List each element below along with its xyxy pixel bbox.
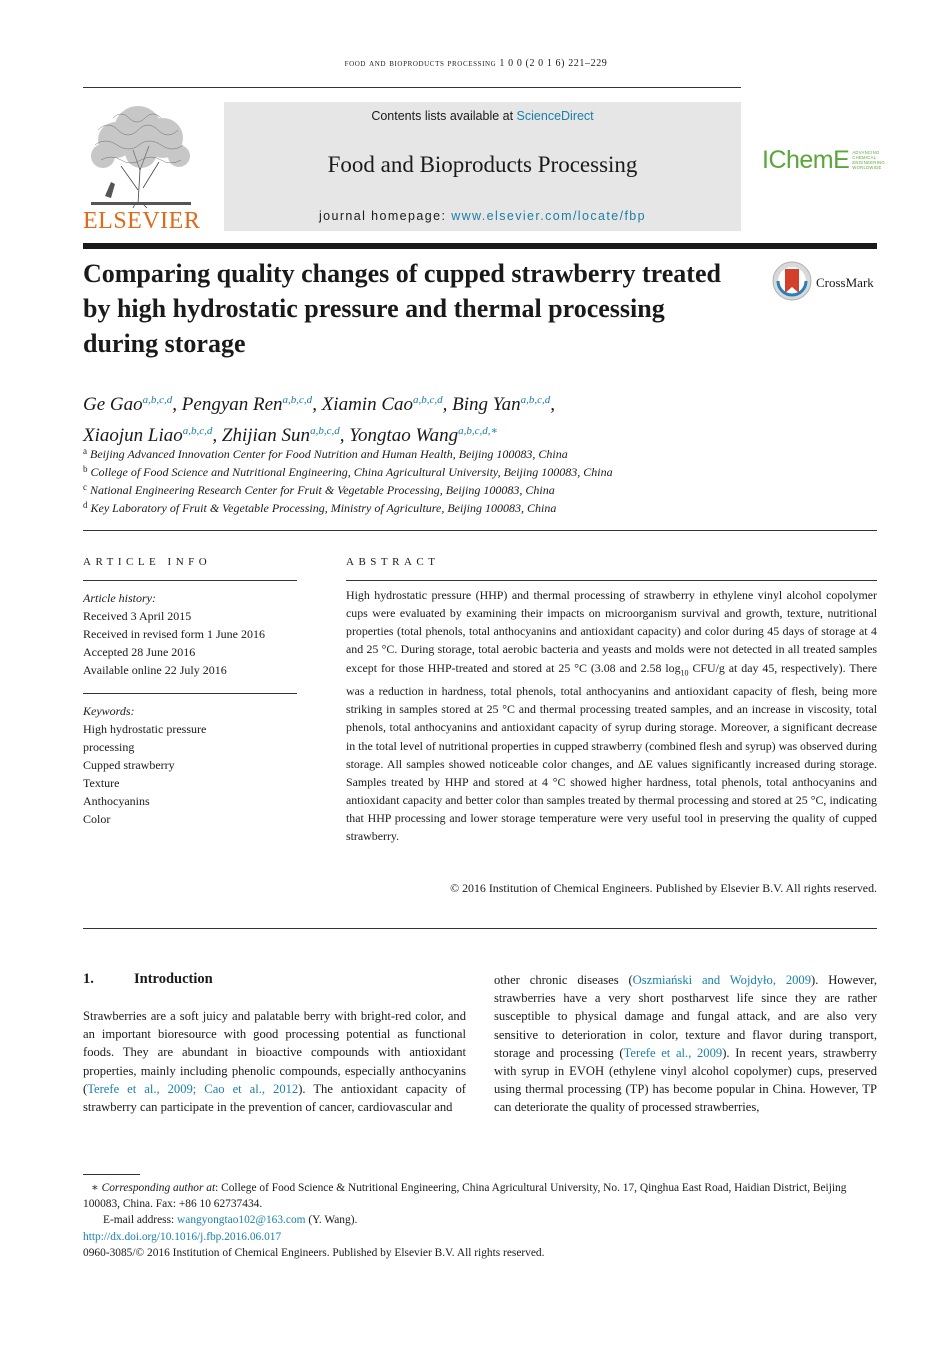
affiliations-rule [83,530,877,531]
author-name: Zhijian Sun [221,425,311,446]
author-name: Bing Yan [452,394,521,415]
keyword-item: Color [83,812,111,826]
paragraph-text: ). The antioxidant capacity of strawberry can participate in the prevention of cancer, cardiovascular and [83,1081,466,1115]
author-name: Xiaojun Liao [83,425,183,446]
elsevier-wordmark: ELSEVIER [83,208,201,234]
footnote-rule [83,1174,140,1175]
history-item: Available online 22 July 2016 [83,663,227,677]
homepage-line [224,209,741,223]
history-label: Article history: [83,591,156,605]
author-affiliation-marks[interactable]: a,b,c,d [310,425,340,437]
abstract-heading: ABSTRACT [346,556,440,568]
intro-column-left [83,1007,466,1116]
icheme-logo [762,146,885,175]
history-item: Accepted 28 June 2016 [83,645,196,659]
citation-link[interactable]: Terefe et al., 2009 [623,1045,723,1060]
keywords-rule [83,693,297,694]
article-history [83,589,303,679]
running-head: food and bioproducts processing 1 0 0 (2 0 1 6) 221–229 [344,58,608,69]
keyword-item: Texture [83,776,120,790]
keyword-item: High hydrostatic pressure [83,722,207,736]
intro-column-right [494,971,877,1117]
author-name: Ge Gao [83,394,143,415]
sciencedirect-link[interactable]: ScienceDirect [516,109,594,123]
section-heading [83,971,213,988]
citation-link[interactable]: Terefe et al., 2009; Cao et al., 2012 [87,1081,299,1096]
icheme-tagline: ADVANCING CHEMICAL ENGINEERING WORLDWIDE [852,150,885,170]
journal-name: Food and Bioproducts Processing [327,152,638,177]
title-top-rule [83,243,877,249]
keyword-item: processing [83,740,135,754]
email-link[interactable]: wangyongtao102@163.com [177,1214,306,1227]
corresponding-label: Corresponding author at [101,1182,216,1194]
crossmark-icon[interactable] [772,261,812,301]
journal-homepage-link[interactable]: www.elsevier.com/locate/fbp [451,209,647,223]
footnote-marker: ∗ [91,1182,99,1194]
history-item: Received in revised form 1 June 2016 [83,627,265,641]
history-item: Received 3 April 2015 [83,609,192,623]
author-name: Xiamin Cao [321,394,413,415]
abstract-text: High hydrostatic pressure (HHP) and thermal processing of strawberry in ethylene vinyl alcohol copolymer cups were evaluated by examining their impacts on microorganism survival and growth, texture, nutritional properties (total phenols, total anthocyanins and antioxidant capacity) and color during 45 days of storage at 4 and 25 °C. During storage, total aerobic bacteria and yeasts and molds were not detected in all treated samples except for those HHP-treated and stored at 25 °C (3.08 and 2.58 log [346,588,877,675]
paragraph-text: other chronic diseases ( [494,973,633,987]
body-rule [83,928,877,929]
keywords-label: Keywords: [83,704,135,718]
affiliation-d: $^d$ Key Laboratory of Fruit & Vegetable Processing, Ministry of Agriculture, Beijing 100083, China [83,500,557,515]
affiliation-c: $^c$ National Engineering Research Center for Fruit & Vegetable Processing, Beijing 100083, China [83,482,555,497]
corresponding-text: : College of Food Science & Nutritional Engineering, China Agricultural University, No. 17, Qinghua East Road, Haidian District, Beijing 100083, China. Fax: +86 10 62737434. [83,1182,847,1211]
affiliation-a: $^a$ Beijing Advanced Innovation Center for Food Nutrition and Human Health, Beijing 100083, China [83,446,568,461]
log-subscript: 10 [680,668,689,677]
keyword-item: Cupped strawberry [83,758,175,772]
author-affiliation-marks[interactable]: a,b,c,d,∗ [458,425,498,437]
contents-prefix: Contents lists available at [371,109,517,123]
keywords [83,702,303,828]
homepage-prefix: journal homepage: [318,209,452,223]
author-affiliation-marks[interactable]: a,b,c,d [142,394,173,406]
author-affiliation-marks[interactable]: a,b,c,d [413,394,443,406]
affiliation-b: $^b$ College of Food Science and Nutritional Engineering, China Agricultural University, Beijing 100083, China [83,464,613,479]
icheme-wordmark: IChemE [762,146,850,174]
article-title: Comparing quality changes of cupped strawberry treated by high hydrostatic pressure and thermal processing during storage [83,259,721,358]
author-name: Pengyan Ren [181,394,283,415]
article-info-heading: ARTICLE INFO [83,556,212,568]
contents-line [224,109,741,123]
issn-line: 0960-3085/© 2016 Institution of Chemical Engineers. Published by Elsevier B.V. All rights reserved. [83,1246,545,1259]
keyword-item: Anthocyanins [83,794,150,808]
author-affiliation-marks[interactable]: a,b,c,d [520,394,551,406]
journal-banner [224,102,741,231]
author-name: Yongtao Wang [349,425,459,446]
section-title: Introduction [134,971,213,987]
article-info-rule [83,580,297,581]
author-affiliation-marks[interactable]: a,b,c,d [182,425,213,437]
abstract-body [346,586,877,846]
abstract-copyright: © 2016 Institution of Chemical Engineers. Published by Elsevier B.V. All rights reserved. [450,881,877,895]
author-affiliation-marks[interactable]: a,b,c,d [282,394,313,406]
header-rule [83,87,741,88]
citation-link[interactable]: Oszmiański and Wojdyło, 2009 [632,973,812,987]
abstract-rule [346,580,877,581]
footnotes [83,1180,877,1261]
author-list: Ge Gao$^{a,b,c,d}$, Pengyan Ren$^{a,b,c,d}$, Xiamin Cao$^{a,b,c,d}$, Bing Yan$^{a,b,c,d}$, Xiaojun Liao$^{a,b,c,d}$, Zhijian Sun$^{a,b,c,d}$, Yongtao Wang$^{a,b,c,d,∗}$ [83,394,555,446]
email-label: E-mail address: [103,1214,178,1227]
paragraph-text: ). In recent years, strawberry with syrup in EVOH (ethylene vinyl alcohol copolymer) cups, preserved using thermal processing (TP) has become popular in China. However, TP can deteriorate the quality of processed strawberries, [494,1045,877,1115]
paragraph-text: Strawberries are a soft juicy and palatable berry with bright-red color, and an important bioresource with good processing potential as functional foods. They are abundant in bioactive compounds with antioxidant properties, mainly including phenolic compounds, especially anthocyanins ( [83,1009,466,1096]
doi-link[interactable]: http://dx.doi.org/10.1016/j.fbp.2016.06.017 [83,1230,282,1243]
email-suffix: (Y. Wang). [305,1214,358,1227]
section-number: 1. [83,971,94,987]
paragraph-text: ). However, strawberries have a very short postharvest life since they are rather susceptible to physical damage and fungal attack, and are also very sensitive to deterioration in color, texture and flavor during transport, storage and processing ( [494,973,878,1060]
abstract-text: CFU/g at day 45, respectively). There was a reduction in hardness, total phenols, total anthocyanins and antioxidant capacity of flesh, being more striking in samples stored at 25 °C and thermal processing treated samples, and an increase in viscosity, total phenols, total anthocyanins and antioxidant capacity of syrup during storage. Moreover, a significant decrease in the total level of nutritional properties in cupped strawberry (combined flesh and syrup) was observed during storage. All samples showed noticeable color changes, and ΔE values significantly increased during storage. Samples treated by HHP and stored at 4 °C showed higher hardness, total phenols, total anthocyanins and antioxidant capacity and better color than samples treated by thermal processing and stored at 25 °C, indicating that HHP processing and lower storage temperature were very useful tool in preserving the quality of cupped strawberry. [346,660,877,844]
crossmark-label[interactable]: CrossMark [816,275,874,290]
